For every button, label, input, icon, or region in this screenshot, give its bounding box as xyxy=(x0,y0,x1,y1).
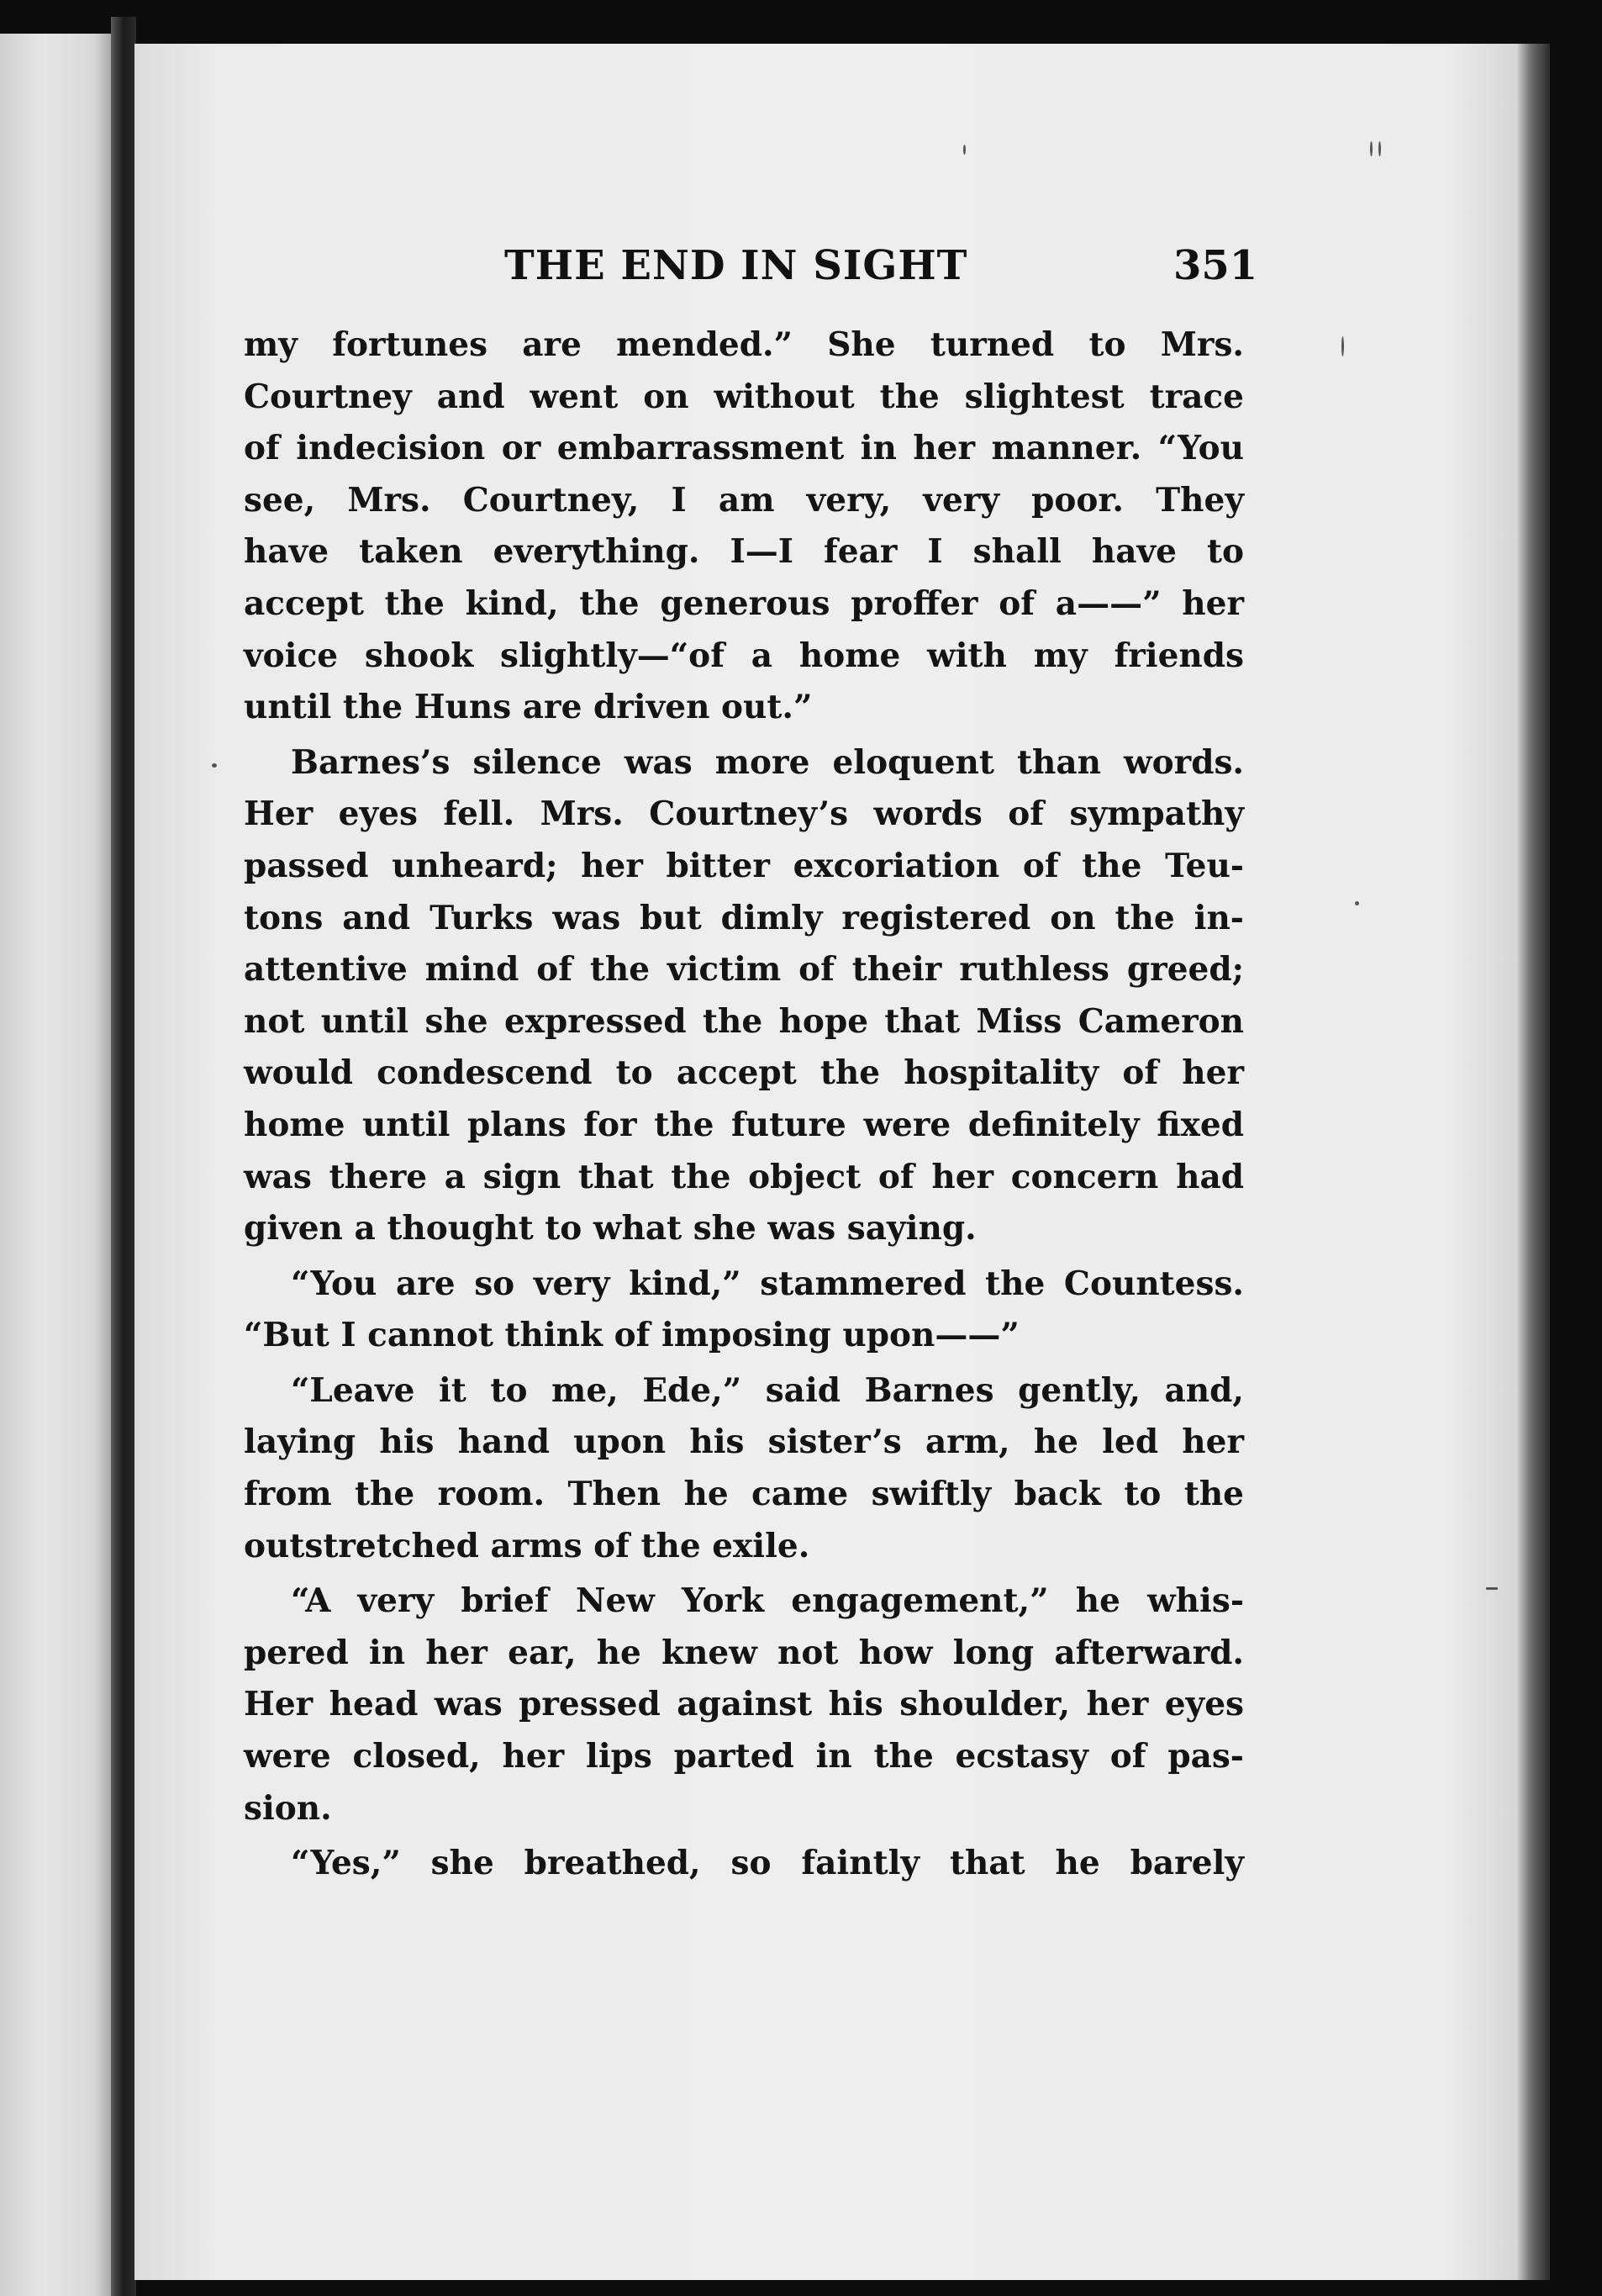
text-line: outstretched arms of the exile. xyxy=(244,1526,810,1565)
text-line: tons and Turks was but dimly registered on the in- xyxy=(244,898,1244,937)
text-line: of indecision or embarrassment in her manner. “You xyxy=(244,429,1244,468)
text-line: Courtney and went on without the slightest trace xyxy=(244,377,1244,416)
text-line: sion. xyxy=(244,1788,332,1828)
text-line: not until she expressed the hope that Miss Cameron xyxy=(244,1001,1244,1041)
text-line: “A very brief New York engagement,” he whis- xyxy=(291,1581,1244,1621)
scan-speck xyxy=(1355,901,1359,905)
text-line: was there a sign that the object of her concern had xyxy=(244,1157,1244,1196)
running-head-title: THE END IN SIGHT xyxy=(504,242,968,289)
paragraph xyxy=(244,1576,1244,1834)
paragraph xyxy=(244,1365,1244,1572)
text-line: voice shook slightly—“of a home with my friends xyxy=(244,636,1244,675)
text-line: pered in her ear, he knew not how long afterward. xyxy=(244,1633,1244,1672)
text-line: “Leave it to me, Ede,” said Barnes gently, and, xyxy=(291,1370,1244,1410)
scan-speck xyxy=(1486,1587,1498,1590)
page-number: 351 xyxy=(1173,242,1258,289)
text-line: home until plans for the future were definitely fixed xyxy=(244,1105,1244,1144)
text-line: accept the kind, the generous proffer of a——” her xyxy=(244,583,1244,623)
page-right-edge xyxy=(1518,44,1550,2280)
text-line: passed unheard; her bitter excoriation of the Teu- xyxy=(244,846,1244,885)
scan-speck xyxy=(963,145,966,155)
book-gutter xyxy=(111,17,136,2296)
paragraph xyxy=(244,319,1244,734)
text-line: attentive mind of the victim of their ruthless greed; xyxy=(244,950,1244,990)
scan-speck xyxy=(1370,141,1373,156)
text-line: “Yes,” she breathed, so faintly that he barely xyxy=(291,1844,1244,1883)
paragraph xyxy=(244,737,1244,1255)
body-text xyxy=(244,319,1244,1890)
text-line: “You are so very kind,” stammered the Countess. xyxy=(291,1264,1244,1303)
adjacent-page-edge xyxy=(0,34,111,2296)
text-line: “But I cannot think of imposing upon——” xyxy=(244,1316,1020,1355)
text-line: would condescend to accept the hospitality of her xyxy=(244,1053,1244,1093)
running-head xyxy=(244,242,1258,301)
text-line: Barnes’s silence was more eloquent than words. xyxy=(291,742,1244,782)
text-line: until the Huns are driven out.” xyxy=(244,688,813,727)
text-line: see, Mrs. Courtney, I am very, very poor. They xyxy=(244,480,1244,520)
text-line: have taken everything. I—I fear I shall have to xyxy=(244,532,1244,572)
scan-speck xyxy=(1341,336,1344,356)
text-line: Her eyes fell. Mrs. Courtney’s words of sympathy xyxy=(244,794,1244,834)
text-line: from the room. Then he came swiftly back to the xyxy=(244,1475,1244,1514)
text-line: Her head was pressed against his shoulder, her eyes xyxy=(244,1685,1244,1724)
scan-speck xyxy=(212,763,217,768)
text-line: were closed, her lips parted in the ecstasy of pas- xyxy=(244,1737,1244,1776)
text-line: laying his hand upon his sister’s arm, he led her xyxy=(244,1422,1244,1462)
text-line: given a thought to what she was saying. xyxy=(244,1209,977,1248)
paragraph xyxy=(244,1838,1244,1890)
scan-speck xyxy=(1378,141,1381,156)
paragraph xyxy=(244,1259,1244,1362)
text-line: my fortunes are mended.” She turned to Mrs. xyxy=(244,325,1244,364)
